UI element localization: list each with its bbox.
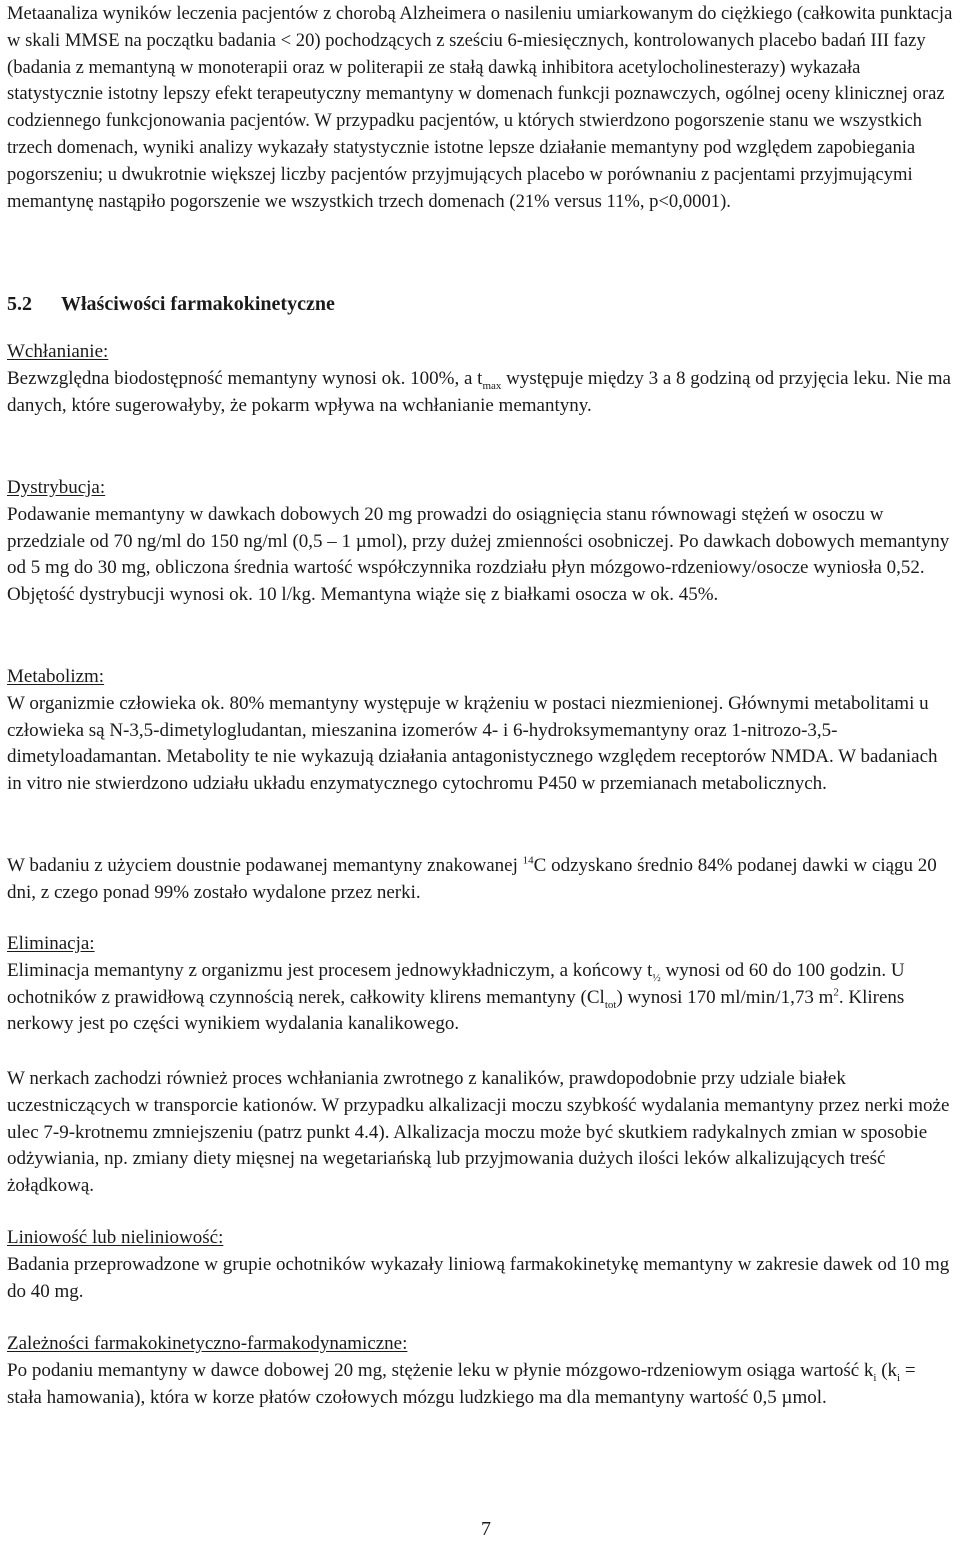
page-number: 7 [481, 1518, 491, 1540]
intro-text-part2: W przypadku pacjentów, u których stwierdzono pogorszenie stanu we wszystkich trzech domenach, wyniki analizy wykazały statystycznie istotne lepsze działanie memantyny pod względem zapobiegania pogorszeniu; u dwukrotnie większej liczby pacjentów przyjmujących placebo w porównaniu z pacjentami przyjmującymi memantynę nastąpiło pogorszenie we wszystkich trzech domenach (21% versus 11%, p<0,0001). [7, 110, 922, 212]
tot-subscript: tot [604, 998, 617, 1011]
elimination-text-1: Eliminacja memantyny z organizmu jest procesem jednowykładniczym, a końcowy t [7, 959, 653, 981]
elimination-block [7, 931, 953, 1038]
linearity-block [7, 1225, 953, 1305]
ki-subscript-2: i [897, 1371, 901, 1384]
elimination-heading: Eliminacja: [7, 933, 95, 954]
distribution-heading: Dystrybucja: [7, 477, 106, 498]
absorption-text [7, 366, 953, 420]
elimination-block-2 [7, 1066, 953, 1200]
absorption-text-start: Bezwzględna biodostępność memantyny wynosi ok. 100%, a t [7, 367, 483, 389]
squared-superscript: 2 [833, 986, 839, 999]
metabolism-block [7, 664, 953, 798]
elimination-text [7, 958, 953, 1038]
elimination-paragraph-2: W nerkach zachodzi również proces wchłaniania zwrotnego z kanalików, prawdopodobnie przy udziale białek uczestniczących w transporcie kationów. W przypadku alkalizacji moczu szybkość wydalania memantyny przez nerki może ulec 7-9-krotnemu zmniejszeniu (patrz punkt 4.4). Alkalizacja moczu może być skutkiem radykalnych zmian w sposobie odżywiania, np. zmiany diety mięsnej na wegetariańską lub przyjmowania dużych ilości leków alkalizujących treść żołądkową. [7, 1068, 950, 1197]
intro-text-part1: Metaanaliza wyników leczenia pacjentów z chorobą Alzheimera o nasileniu umiarkowanym do ciężkiego (całkowita punktacja w skali MMSE na początku badania < 20) pochodzących z sześciu 6-miesięcznych, kontrolowanych placebo badań III fazy (badania z memantyną w monoterapii oraz w politerapii ze stałą dawką inhibitora acetylocholinesterazy) wykazała statystycznie istotny lepszy efekt terapeutyczny memantyny w domenach funkcji poznawczych, ogólnej oceny klinicznej oraz codziennego funkcjonowania pacjentów. [7, 3, 953, 132]
distribution-block [7, 475, 953, 609]
absorption-text-end: występuje między 3 a 8 godziną od przyjęcia leku. Nie ma danych, które sugerowałyby, że pokarm wpływa na wchłanianie memantyny. [7, 367, 951, 416]
metabolism-study-text [7, 853, 953, 907]
pkpd-text-3: = stała hamowania), która w korze płatów czołowych mózgu ludzkiego ma dla memantyny wartość 0,5 µmol. [7, 1359, 916, 1408]
intro-paragraph [7, 1, 953, 215]
distribution-text: Podawanie memantyny w dawkach dobowych 20 mg prowadzi do osiągnięcia stanu równowagi stężeń w osoczu w przedziale od 70 ng/ml do 150 ng/ml (0,5 – 1 µmol), przy dużej zmienności osobniczej. Po dawkach dobowych memantyny od 5 mg do 30 mg, obliczona średnia wartość współczynnika rozdziału płyn mózgowo-rdzeniowy/osocze wyniosła 0,52. Objętość dystrybucji wynosi ok. 10 l/kg. Memantyna wiąże się z białkami osocza w ok. 45%. [7, 503, 950, 606]
ki-subscript-1: i [873, 1371, 877, 1384]
elimination-text-4: . Klirens nerkowy jest po części wynikiem wydalania kanalikowego. [7, 986, 905, 1035]
section-heading [7, 290, 335, 318]
pkpd-block [7, 1331, 953, 1411]
section-number: 5.2 [7, 293, 32, 315]
pkpd-text [7, 1358, 953, 1412]
section-title: Właściwości farmakokinetyczne [61, 293, 335, 315]
pkpd-text-2: (k [876, 1359, 898, 1381]
study-text-start: W badaniu z użyciem doustnie podawanej memantyny znakowanej [7, 855, 523, 876]
elimination-text-2: wynosi od 60 do 100 godzin. U ochotników z prawidłową czynnością nerek, całkowity klirens memantyny (Cl [7, 959, 905, 1008]
absorption-heading: Wchłanianie: [7, 341, 109, 362]
absorption-block [7, 339, 953, 419]
isotope-superscript: 14 [522, 854, 534, 867]
tmax-subscript: max [482, 379, 502, 392]
pkpd-heading: Zależności farmakokinetyczno-farmakodynamiczne: [7, 1333, 408, 1354]
metabolism-text: W organizmie człowieka ok. 80% memantyny występuje w krążeniu w postaci niezmienionej. Głównymi metabolitami u człowieka są N-3,5-dimetylogludantan, mieszanina izomerów 4- i 6-hydroksymemantyny oraz 1-nitrozo-3,5-dimetyloadamantan. Metabolity te nie wykazują działania antagonistycznego względem receptorów NMDA. W badaniach in vitro nie stwierdzono udziału układu enzymatycznego cytochromu P450 w przemianach metabolicznych. [7, 692, 938, 795]
pkpd-text-1: Po podaniu memantyny w dawce dobowej 20 mg, stężenie leku w płynie mózgowo-rdzeniowym osiąga wartość k [7, 1359, 874, 1381]
elimination-text-3: ) wynosi 170 ml/min/1,73 m [616, 986, 834, 1008]
linearity-heading: Liniowość lub nieliniowość: [7, 1227, 224, 1248]
linearity-text: Badania przeprowadzone w grupie ochotników wykazały liniową farmakokinetykę memantyny w zakresie dawek od 10 mg do 40 mg. [7, 1253, 950, 1302]
half-subscript: ½ [652, 971, 661, 984]
study-text-end: C odzyskano średnio 84% podanej dawki w ciągu 20 dni, z czego ponad 99% zostało wydalone przez nerki. [7, 855, 937, 903]
metabolism-study-block [7, 853, 953, 907]
metabolism-heading: Metabolizm: [7, 666, 105, 687]
